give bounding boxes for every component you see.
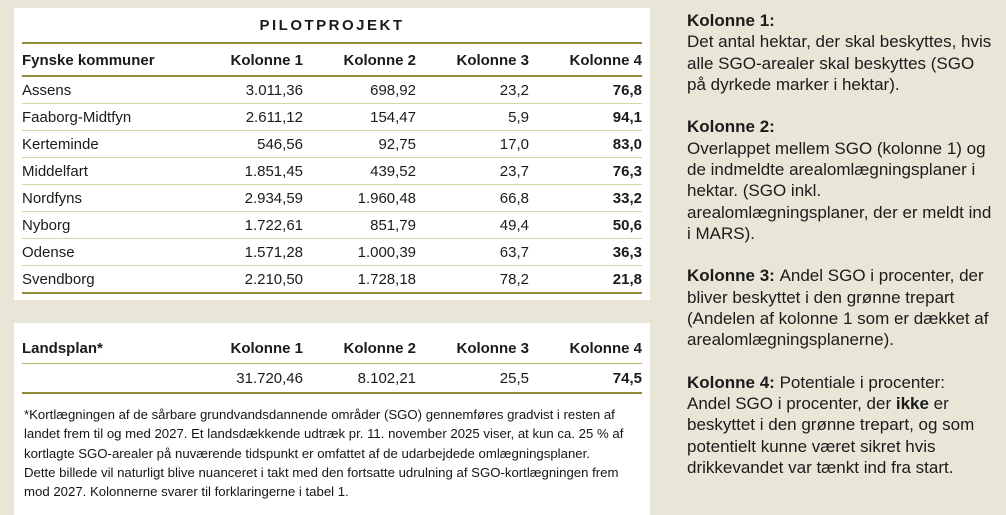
- note-kolonne-2: [687, 116, 992, 244]
- value-col3: 5,9: [416, 104, 529, 131]
- table-row: [22, 239, 642, 266]
- note-body-post: er beskyttet i den grønne trepart, og som potentielt kunne været sikret hvis drikkevandet var tænkt ind fra start.: [687, 393, 975, 477]
- note-body: Andel SGO i procenter, der bliver beskyttet i den grønne trepart (Andelen af kolonne 1 som er dækket af arealomlægningsplanerne).: [687, 266, 989, 350]
- municipality-name: Faaborg-Midtfyn: [22, 104, 190, 131]
- value-col3: 63,7: [416, 239, 529, 266]
- note-body-bold: ikke: [895, 393, 929, 413]
- value-col2: 92,75: [303, 131, 416, 158]
- landsplan-header-col1: Kolonne 1: [190, 323, 303, 364]
- value-col4: 74,5: [529, 364, 642, 394]
- value-col3: 23,7: [416, 158, 529, 185]
- municipality-name: Assens: [22, 76, 190, 104]
- value-col1: 2.611,12: [190, 104, 303, 131]
- value-col2: 1.728,18: [303, 266, 416, 294]
- value-col4: 94,1: [529, 104, 642, 131]
- value-col4: 50,6: [529, 212, 642, 239]
- pilot-table-panel: [14, 8, 650, 300]
- pilot-table-title: PILOTPROJEKT: [22, 8, 642, 44]
- value-col4: 83,0: [529, 131, 642, 158]
- landsplan-header-row: [22, 323, 642, 364]
- value-col2: 1.960,48: [303, 185, 416, 212]
- note-heading: Kolonne 3:: [687, 266, 780, 286]
- value-col3: 17,0: [416, 131, 529, 158]
- value-col1: 1.571,28: [190, 239, 303, 266]
- value-col2: 154,47: [303, 104, 416, 131]
- value-col1: 1.851,45: [190, 158, 303, 185]
- pilot-header-col3: Kolonne 3: [416, 44, 529, 76]
- landsplan-table: [22, 323, 642, 394]
- value-col4: 76,8: [529, 76, 642, 104]
- value-col2: 8.102,21: [303, 364, 416, 394]
- table-row: [22, 76, 642, 104]
- value-col4: 76,3: [529, 158, 642, 185]
- value-col1: 2.210,50: [190, 266, 303, 294]
- municipality-name: Svendborg: [22, 266, 190, 294]
- pilot-header-municipality: Fynske kommuner: [22, 44, 190, 76]
- note-body: Overlappet mellem SGO (kolonne 1) og de indmeldte arealomlægningsplaner i hektar. (SGO inkl. arealomlægningsplaner, der er meldt ind i MARS).: [687, 138, 992, 243]
- note-kolonne-3: [687, 265, 992, 350]
- value-col3: 25,5: [416, 364, 529, 394]
- municipality-name: Kerteminde: [22, 131, 190, 158]
- pilot-header-row: [22, 44, 642, 76]
- footnote: [22, 394, 642, 507]
- municipality-name: Middelfart: [22, 158, 190, 185]
- pilot-header-col2: Kolonne 2: [303, 44, 416, 76]
- table-row: [22, 131, 642, 158]
- municipality-name: Odense: [22, 239, 190, 266]
- value-col1: 2.934,59: [190, 185, 303, 212]
- value-col4: 36,3: [529, 239, 642, 266]
- landsplan-header-label: Landsplan*: [22, 323, 190, 364]
- value-col4: 21,8: [529, 266, 642, 294]
- value-col3: 23,2: [416, 76, 529, 104]
- value-col1: 546,56: [190, 131, 303, 158]
- table-row: [22, 185, 642, 212]
- landsplan-row-label: [22, 364, 190, 394]
- table-row: [22, 212, 642, 239]
- note-heading: Kolonne 4:: [687, 372, 780, 392]
- value-col1: 1.722,61: [190, 212, 303, 239]
- note-body-pre: Potentiale i procenter: Andel SGO i procenter, der: [687, 372, 945, 413]
- value-col2: 698,92: [303, 76, 416, 104]
- value-col3: 78,2: [416, 266, 529, 294]
- table-row: [22, 104, 642, 131]
- footnote-paragraph-1: *Kortlægningen af de sårbare grundvandsdannende områder (SGO) gennemføres gradvist i resten af landet frem til og med 2027. Et landsdækkende udtræk pr. 11. november 2025 viser, at kun ca. 25 % af kortlagte SGO-arealer på nuværende tidspunkt er omfattet af de udarbejdede omlægningsplaner.: [24, 407, 624, 461]
- value-col2: 851,79: [303, 212, 416, 239]
- column-explanations: [687, 0, 992, 514]
- note-kolonne-1: [687, 10, 992, 95]
- table-row: [22, 158, 642, 185]
- value-col1: 3.011,36: [190, 76, 303, 104]
- note-kolonne-4: [687, 372, 992, 479]
- note-body: Det antal hektar, der skal beskyttes, hvis alle SGO-arealer skal beskyttes (SGO på dyrkede marker i hektar).: [687, 32, 992, 94]
- landsplan-panel: [14, 323, 650, 515]
- municipality-name: Nordfyns: [22, 185, 190, 212]
- landsplan-header-col3: Kolonne 3: [416, 323, 529, 364]
- pilot-table: [22, 44, 642, 294]
- landsplan-header-col4: Kolonne 4: [529, 323, 642, 364]
- note-heading: Kolonne 2:: [687, 117, 775, 137]
- note-heading: Kolonne 1:: [687, 11, 775, 30]
- footnote-paragraph-2: Dette billede vil naturligt blive nuanceret i takt med den fortsatte udrulning af SGO-kortlægningen frem mod 2027. Kolonnerne svarer til forklaringerne i tabel 1.: [24, 464, 619, 500]
- value-col2: 1.000,39: [303, 239, 416, 266]
- value-col1: 31.720,46: [190, 364, 303, 394]
- pilot-header-col4: Kolonne 4: [529, 44, 642, 76]
- table-row: [22, 364, 642, 394]
- municipality-name: Nyborg: [22, 212, 190, 239]
- pilot-header-col1: Kolonne 1: [190, 44, 303, 76]
- landsplan-header-col2: Kolonne 2: [303, 323, 416, 364]
- value-col3: 66,8: [416, 185, 529, 212]
- table-row: [22, 266, 642, 294]
- value-col3: 49,4: [416, 212, 529, 239]
- value-col4: 33,2: [529, 185, 642, 212]
- value-col2: 439,52: [303, 158, 416, 185]
